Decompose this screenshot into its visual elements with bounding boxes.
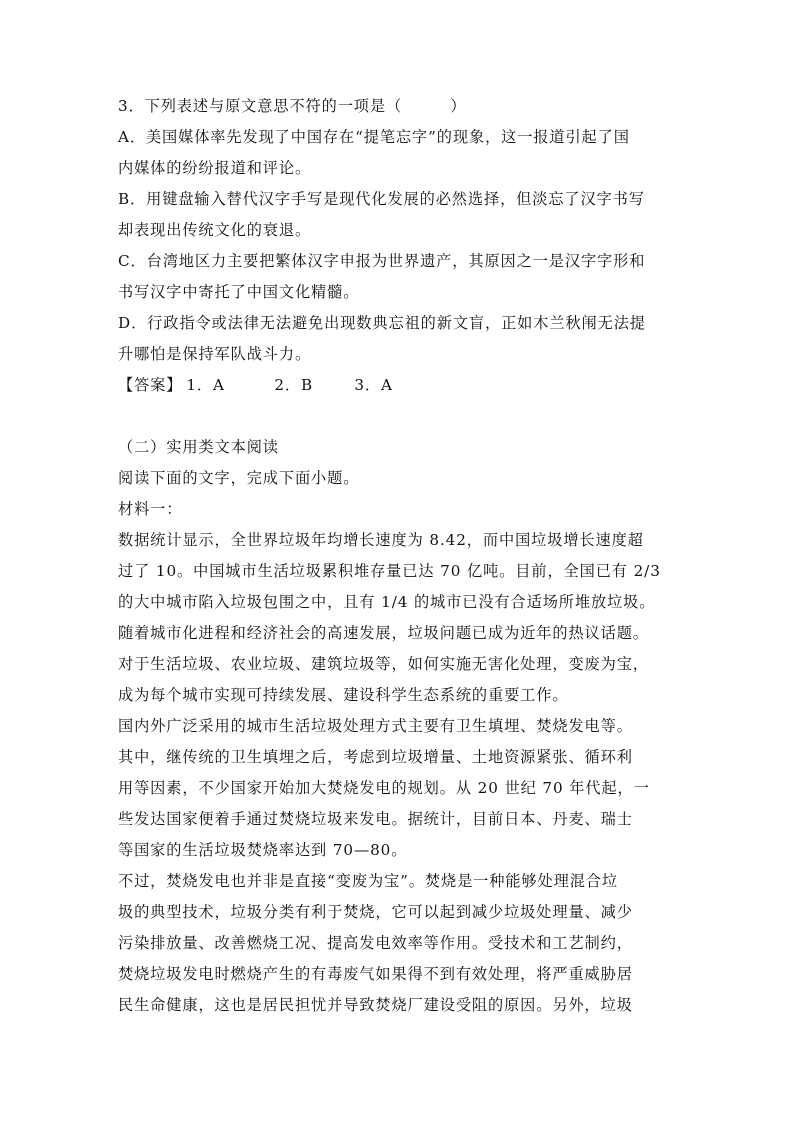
paragraph-1-line: 过了 10。中国城市生活垃圾累积堆存量已达 70 亿吨。目前，全国已有 2/3 (118, 562, 661, 580)
reading-instruction: 阅读下面的文字，完成下面小题。 (118, 469, 360, 487)
option-c-line-2: 书写汉字中寄托了中国文化精髓。 (118, 283, 360, 301)
answer-item: 2．B (274, 376, 314, 394)
option-a-line-1: A．美国媒体率先发现了中国存在“提笔忘字”的现象，这一报道引起了国 (118, 128, 630, 146)
answer-item: 1．A (186, 376, 225, 394)
paragraph-3-line: 民生命健康，这也是居民担忧并导致焚烧厂建设受阻的原因。另外，垃圾 (118, 996, 633, 1014)
option-a-line-2: 内媒体的纷纷报道和评论。 (118, 159, 312, 177)
option-b-line-2: 却表现出传统文化的衰退。 (118, 221, 312, 239)
option-b-line-1: B．用键盘输入替代汉字手写是现代化发展的必然选择，但淡忘了汉字书写 (118, 190, 645, 208)
option-d-line-2: 升哪怕是保持军队战斗力。 (118, 345, 312, 363)
paragraph-1-line: 随着城市化进程和经济社会的高速发展，垃圾问题已成为近年的热议话题。 (118, 624, 649, 642)
paragraph-3-line: 不过，焚烧发电也并非是直接“变废为宝”。焚烧是一种能够处理混合垃 (118, 872, 618, 890)
paragraph-3-line: 圾的典型技术，垃圾分类有利于焚烧，它可以起到减少垃圾处理量、减少 (118, 903, 633, 921)
paragraph-3-line: 焚烧垃圾发电时燃烧产生的有毒废气如果得不到有效处理，将严重威胁居 (118, 965, 633, 983)
paragraph-2-line: 其中，继传统的卫生填埋之后，考虑到垃圾增量、土地资源紧张、循环利 (118, 748, 633, 766)
material-label: 材料一： (118, 500, 183, 518)
paragraph-2-line: 等国家的生活垃圾焚烧率达到 70—80。 (118, 841, 408, 859)
paragraph-3-line: 污染排放量、改善燃烧工况、提高发电效率等作用。受技术和工艺制约， (118, 934, 633, 952)
paragraph-1-line: 对于生活垃圾、农业垃圾、建筑垃圾等，如何实施无害化处理，变废为宝， (118, 655, 649, 673)
answer-item: 3．A (354, 376, 393, 394)
paragraph-1-line: 成为每个城市实现可持续发展、建设科学生态系统的重要工作。 (118, 686, 569, 704)
answer-label: 【答案】 (118, 376, 183, 394)
answer-line (118, 375, 393, 395)
paragraph-1-line: 数据统计显示，全世界垃圾年均增长速度为 8.42，而中国垃圾增长速度超 (118, 531, 644, 549)
paragraph-2-line: 些发达国家便着手通过焚烧垃圾来发电。据统计，目前日本、丹麦、瑞士 (118, 810, 633, 828)
section-heading: （二）实用类文本阅读 (118, 438, 279, 456)
paragraph-2-line: 用等因素，不少国家开始加大焚烧发电的规划。从 20 世纪 70 年代起，一 (118, 779, 650, 797)
paragraph-2-line: 国内外广泛采用的城市生活垃圾处理方式主要有卫生填埋、焚烧发电等。 (118, 717, 633, 735)
option-c-line-1: C．台湾地区力主要把繁体汉字申报为世界遗产，其原因之一是汉字字形和 (118, 252, 646, 270)
question-3-stem: 3．下列表述与原文意思不符的一项是（ ） (118, 97, 467, 115)
paragraph-1-line: 的大中城市陷入垃圾包围之中，且有 1/4 的城市已没有合适场所堆放垃圾。 (118, 593, 656, 611)
option-d-line-1: D．行政指令或法律无法避免出现数典忘祖的新文盲，正如木兰秋闱无法提 (118, 314, 646, 332)
